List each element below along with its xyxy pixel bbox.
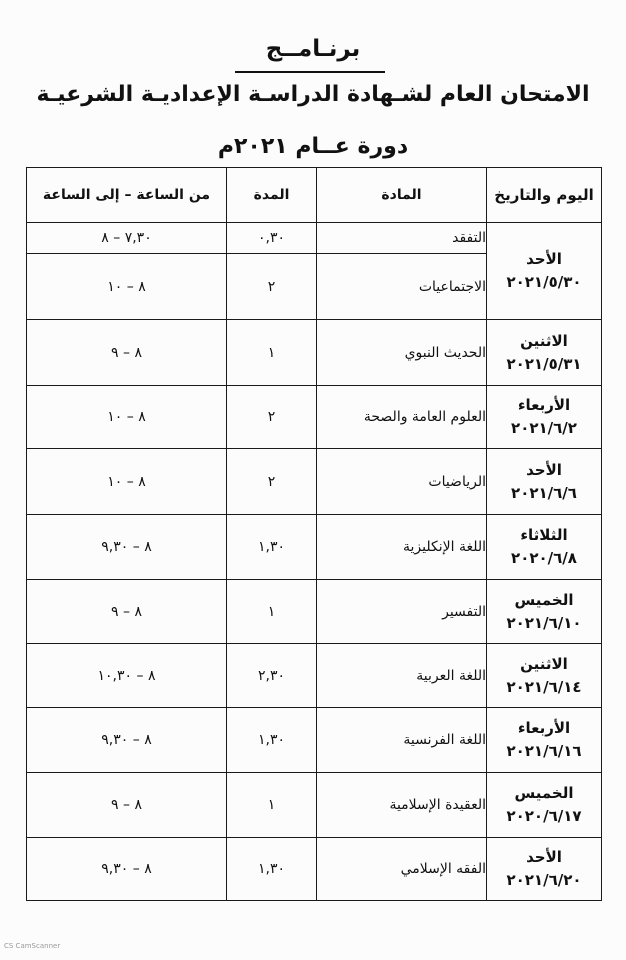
subject-cell: اللغة الإنكليزية [317, 515, 487, 580]
duration-cell: ١ [227, 773, 317, 838]
program-heading: برنـامــج [265, 36, 361, 62]
date-cell [487, 515, 602, 580]
day-name: الأحد [526, 460, 562, 479]
exam-date: ٢٠٢١/٥/٣٠ [506, 273, 582, 291]
exam-date: ٢٠٢١/٦/٢ [511, 419, 577, 437]
day-name: الأحد [526, 848, 562, 866]
time-cell: ٨ – ٩ [27, 320, 227, 386]
table-row [27, 449, 602, 515]
exam-title: الامتحان العام لشـهادة الدراسـة الإعداديـة الشرعيـة [36, 82, 590, 107]
date-cell [487, 838, 602, 901]
exam-date: ٢٠٢١/٦/١٠ [506, 613, 582, 632]
table-header-row [27, 168, 602, 223]
date-cell [487, 386, 602, 449]
date-cell [487, 449, 602, 515]
date-cell [487, 708, 602, 773]
session-title: دورة عــام ٢٠٢١م [217, 134, 409, 159]
subject-cell: اللغة الفرنسية [317, 708, 487, 773]
time-cell: ٨ – ١٠ [27, 254, 227, 320]
duration-cell: ٢ [227, 386, 317, 449]
day-name: الأربعاء [517, 396, 571, 414]
date-cell [487, 644, 602, 708]
table-row [27, 773, 602, 838]
date-cell [487, 320, 602, 386]
duration-cell: ١,٣٠ [227, 838, 317, 901]
header-time: من الساعة – إلى الساعة [27, 168, 227, 223]
subject-cell: العقيدة الإسلامية [317, 773, 487, 838]
time-cell: ٨ – ٩,٣٠ [27, 838, 227, 901]
subject-cell: الفقه الإسلامي [317, 838, 487, 901]
date-cell [487, 223, 602, 320]
time-cell: ٨ – ١٠,٣٠ [27, 644, 227, 708]
header-subject: المادة [317, 168, 487, 223]
header-date: اليوم والتاريخ [487, 168, 602, 223]
day-name: الخميس [514, 590, 574, 609]
subject-cell: العلوم العامة والصحة [317, 386, 487, 449]
time-cell: ٨ – ٩,٣٠ [27, 515, 227, 580]
exam-schedule-table [26, 167, 602, 901]
subject-cell: الرياضيات [317, 449, 487, 515]
table-row [27, 320, 602, 386]
exam-date: ٢٠٢١/٦/١٤ [506, 677, 582, 696]
subject-cell: الحديث النبوي [317, 320, 487, 386]
table-row [27, 838, 602, 901]
day-name: الأحد [526, 250, 562, 268]
exam-date: ٢٠٢١/٦/٢٠ [506, 871, 582, 889]
duration-cell: ٠,٣٠ [227, 223, 317, 254]
duration-cell: ٢ [227, 254, 317, 320]
table-row [27, 386, 602, 449]
table-row [27, 644, 602, 708]
day-name: الأربعاء [517, 719, 571, 737]
day-name: الثلاثاء [520, 526, 568, 544]
time-cell: ٨ – ١٠ [27, 449, 227, 515]
day-name: الاثنين [520, 654, 568, 673]
duration-cell: ١ [227, 580, 317, 644]
table-row [27, 515, 602, 580]
day-name: الاثنين [520, 331, 568, 350]
subject-cell: الاجتماعيات [317, 254, 487, 320]
exam-date: ٢٠٢١/٦/١٦ [506, 742, 582, 760]
heading-underline [235, 71, 385, 73]
exam-date: ٢٠٢٠/٦/١٧ [506, 807, 582, 825]
time-cell: ٨ – ٩ [27, 580, 227, 644]
table-row [27, 708, 602, 773]
table-row [27, 223, 602, 254]
time-cell: ٨ – ٩,٣٠ [27, 708, 227, 773]
duration-cell: ١ [227, 320, 317, 386]
exam-date: ٢٠٢٠/٦/٨ [511, 549, 577, 567]
exam-date: ٢٠٢١/٦/٦ [511, 483, 577, 502]
time-cell: ٧,٣٠ – ٨ [27, 223, 227, 254]
day-name: الخميس [514, 784, 574, 802]
subject-cell: التفسير [317, 580, 487, 644]
duration-cell: ٢ [227, 449, 317, 515]
duration-cell: ٢,٣٠ [227, 644, 317, 708]
table-row [27, 580, 602, 644]
date-cell [487, 580, 602, 644]
duration-cell: ١,٣٠ [227, 515, 317, 580]
exam-date: ٢٠٢١/٥/٣١ [506, 354, 582, 373]
header-duration: المدة [227, 168, 317, 223]
time-cell: ٨ – ٩ [27, 773, 227, 838]
duration-cell: ١,٣٠ [227, 708, 317, 773]
subject-cell: التفقد [317, 223, 487, 254]
time-cell: ٨ – ١٠ [27, 386, 227, 449]
scanner-watermark: CS CamScanner [4, 942, 61, 950]
date-cell [487, 773, 602, 838]
subject-cell: اللغة العربية [317, 644, 487, 708]
